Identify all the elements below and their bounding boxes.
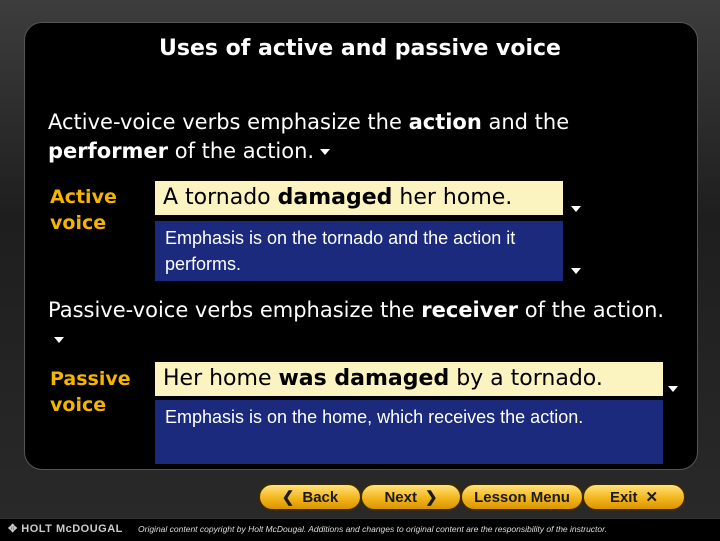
text-segment: Passive-voice verbs emphasize the	[48, 298, 422, 322]
reveal-arrow-icon[interactable]	[668, 386, 678, 392]
emphasis-performer: performer	[48, 139, 169, 163]
reveal-arrow-icon[interactable]	[571, 206, 581, 212]
passive-voice-description	[48, 296, 668, 354]
text-segment: and the	[481, 110, 570, 134]
footer	[0, 518, 720, 541]
active-voice-description	[48, 108, 668, 166]
text-segment: Active-voice verbs emphasize the	[48, 110, 409, 134]
logo-mark-icon: ✥	[8, 523, 18, 535]
passive-voice-label	[50, 366, 131, 418]
text-segment: A tornado	[163, 185, 278, 210]
slide-title: Uses of active and passive voice	[159, 36, 561, 61]
emphasis-action: action	[408, 110, 482, 134]
button-label: Lesson Menu	[474, 488, 570, 506]
emphasis-receiver: receiver	[421, 298, 519, 322]
logo-text: HOLT McDOUGAL	[21, 523, 123, 535]
next-button[interactable]	[360, 483, 462, 511]
reveal-arrow-icon[interactable]	[54, 337, 64, 343]
chevron-right-icon: ❯	[424, 489, 438, 506]
button-label: Back	[302, 488, 339, 506]
text-segment: by a tornado.	[449, 366, 603, 391]
back-button[interactable]	[258, 483, 362, 511]
label-line: Active	[50, 186, 117, 208]
label-line: Passive	[50, 368, 131, 390]
button-label: Next	[384, 488, 417, 506]
text-segment: her home.	[392, 185, 513, 210]
active-voice-label	[50, 184, 117, 236]
label-line: voice	[50, 394, 107, 416]
active-example-sentence	[155, 181, 563, 215]
close-icon: ✕	[645, 489, 659, 506]
text-segment: of the action.	[168, 139, 315, 163]
passive-explanation: Emphasis is on the home, which receives the action.	[155, 400, 663, 464]
lesson-menu-button[interactable]	[460, 483, 584, 511]
text-segment: of the action.	[518, 298, 665, 322]
text-segment: Her home	[163, 366, 279, 391]
emphasis-verb: damaged	[277, 185, 393, 210]
navigation-bar	[0, 480, 720, 514]
active-explanation: Emphasis is on the tornado and the action it performs.	[155, 221, 563, 281]
copyright-notice: Original content copyright by Holt McDougal. Additions and changes to original content are the responsibility of the instructor.	[138, 524, 608, 534]
exit-button[interactable]	[582, 483, 686, 511]
button-label: Exit	[609, 488, 638, 506]
emphasis-verb: was damaged	[278, 366, 450, 391]
chevron-left-icon: ❮	[281, 489, 295, 506]
reveal-arrow-icon[interactable]	[320, 149, 330, 155]
label-line: voice	[50, 212, 107, 234]
passive-example-sentence	[155, 362, 663, 396]
publisher-logo	[8, 522, 123, 535]
reveal-arrow-icon[interactable]	[571, 268, 581, 274]
